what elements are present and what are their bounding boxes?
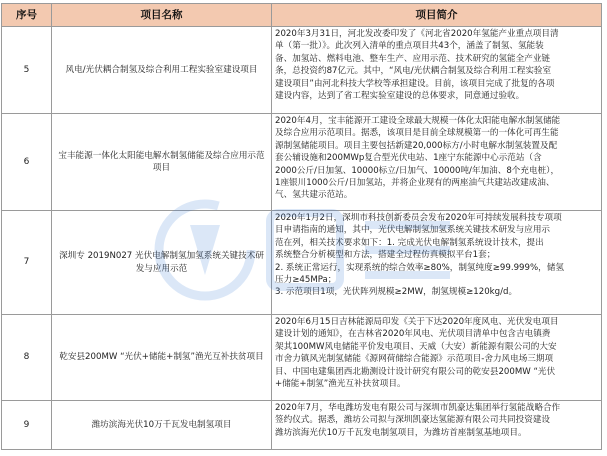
row-no: 5 — [2, 27, 52, 114]
row-name: 宝丰能源一体化太阳能电解水制氢储能及综合应用示范项目 — [52, 114, 272, 211]
desc-line: 建设内容，达到了省工程实验室建设的总体要求，同意通过验收。 — [275, 91, 525, 102]
desc-line: 2000公斤/日加氢、10000标立/日加气、10000吨/年加油、8个充电桩）， — [275, 165, 560, 176]
table-row — [2, 27, 602, 114]
table-header-row — [2, 4, 602, 27]
desc-line: 单（第一批）》。此次列入清单的重点项目共43个，涵盖了制氢、氢能装 — [275, 41, 544, 52]
desc-line: 架其100MW风电储能平价发电项目、天威（大安）新能源有限公司的大安 — [275, 341, 557, 352]
row-name: 潍坊滨海光伏10万千瓦发电制氢项目 — [52, 401, 272, 450]
desc-line: 市舍力镇风光制氢储能《源网荷储综合能源》示范项目-舍力风电场三期项 — [275, 354, 554, 365]
row-name: 风电/光伏耦合制氢及综合利用工程实验室建设项目 — [52, 27, 272, 114]
row-no: 6 — [2, 114, 52, 211]
row-name: 深圳专 2019N027 光伏电解制氢加氢系统关键技术研发与应用示范 — [52, 211, 272, 315]
desc-line: 及综合应用示范项目。据悉，该项目是目前全球规模第一的一体化可再生能 — [275, 128, 559, 139]
desc-line: 套公辅设施和200MWp复合型光伏电站、1座宁东能源中心示范站（含 — [275, 153, 542, 164]
desc-line: 目、中国电建集团西北勘测设计设计研究有限公司的乾安县200MW “光伏 — [275, 366, 556, 377]
desc-line: 备、加氢站、燃料电池、整车生产、应用示范、技术研究的氢能全产业链 — [275, 53, 551, 64]
header-no: 序号 — [2, 4, 52, 27]
desc-line: 条，总投资约87亿元。其中，“风电/光伏耦合制氢及综合利用工程实验室 — [275, 66, 552, 77]
row-desc — [272, 315, 602, 401]
row-desc — [272, 27, 602, 114]
desc-line: 2020年1月2日，深圳市科技创新委员会发布2020年可持续发展科技专项项 — [275, 213, 562, 223]
desc-line: 系统整合分析模型和方法，搭建全过程仿真模拟平台1套； — [275, 250, 496, 261]
desc-line: 建设计划的通知》，在吉林省2020年风电、光伏项目清单中包含吉电镇赉 — [275, 329, 551, 340]
desc-line: 气、氢共建示范站。 — [275, 190, 353, 201]
header-desc: 项目简介 — [272, 4, 602, 27]
table-row — [2, 401, 602, 450]
desc-line: 2020年7月，华电潍坊发电有限公司与深圳市凯豪达集团举行氢能战略合作 — [275, 403, 561, 413]
table-row — [2, 315, 602, 401]
desc-line: 潍坊滨海光伏10万千瓦发电制氢项目，为潍坊首座制氢基地项目。 — [275, 427, 527, 438]
table-row — [2, 114, 602, 211]
desc-line: 2020年4月，宝丰能源开工建设全球最大规模一体化太阳能电解水制氢储能 — [275, 116, 561, 126]
desc-line: 2. 系统正常运行，实现系统的综合效率≥80%，制氢纯度≥99.999%，储氢 — [275, 262, 564, 273]
header-name: 项目名称 — [52, 4, 272, 27]
row-desc — [272, 401, 602, 450]
row-no: 8 — [2, 315, 52, 401]
row-desc — [272, 211, 602, 315]
desc-line: +储能+制氢”渔光互补扶贫项目。 — [275, 379, 406, 390]
desc-line: 3. 示范项目1项，光伏阵列规模≥2MW，制氢规模≥120kg/d。 — [275, 287, 518, 298]
row-no: 7 — [2, 211, 52, 315]
desc-line: 范在列，相关技术要求如下：1. 完成光伏电解制氢系统设计技术，提出 — [275, 237, 544, 248]
desc-line: 目申请指南的通知，其中，光伏电解制氢加氢系统关键技术研发与应用示 — [275, 225, 551, 236]
desc-line: 1座银川1000公斤/日加氢站，并将企业现有的两座油气共建站改建成油、 — [275, 178, 555, 189]
row-name: 乾安县200MW “光伏+储能+制氢”渔光互补扶贫项目 — [52, 315, 272, 401]
desc-line: 压力≥45MPa； — [275, 275, 337, 286]
desc-line: 2020年3月31日，河北发改委印发了《河北省2020年氢能产业重点项目清 — [275, 29, 559, 39]
desc-line: 2020年6月15日吉林能源局印发《关于下达2020年度风电、光伏发电项目 — [275, 317, 559, 327]
desc-line: 建设项目”由河北科技大学校等承担建设。目前，该项目完成了批复的各项 — [275, 78, 555, 89]
desc-line: 签约仪式。据悉，潍坊公司拟与深圳凯豪达氢能源有限公司共同投资建设 — [275, 415, 551, 426]
hydrogen-projects-table — [1, 3, 602, 450]
table-row — [2, 211, 602, 315]
desc-line: 源制氢储能项目。项目主要包括新建20,000标方/小时电解水制氢装置及配 — [275, 140, 558, 151]
row-no: 9 — [2, 401, 52, 450]
row-desc — [272, 114, 602, 211]
